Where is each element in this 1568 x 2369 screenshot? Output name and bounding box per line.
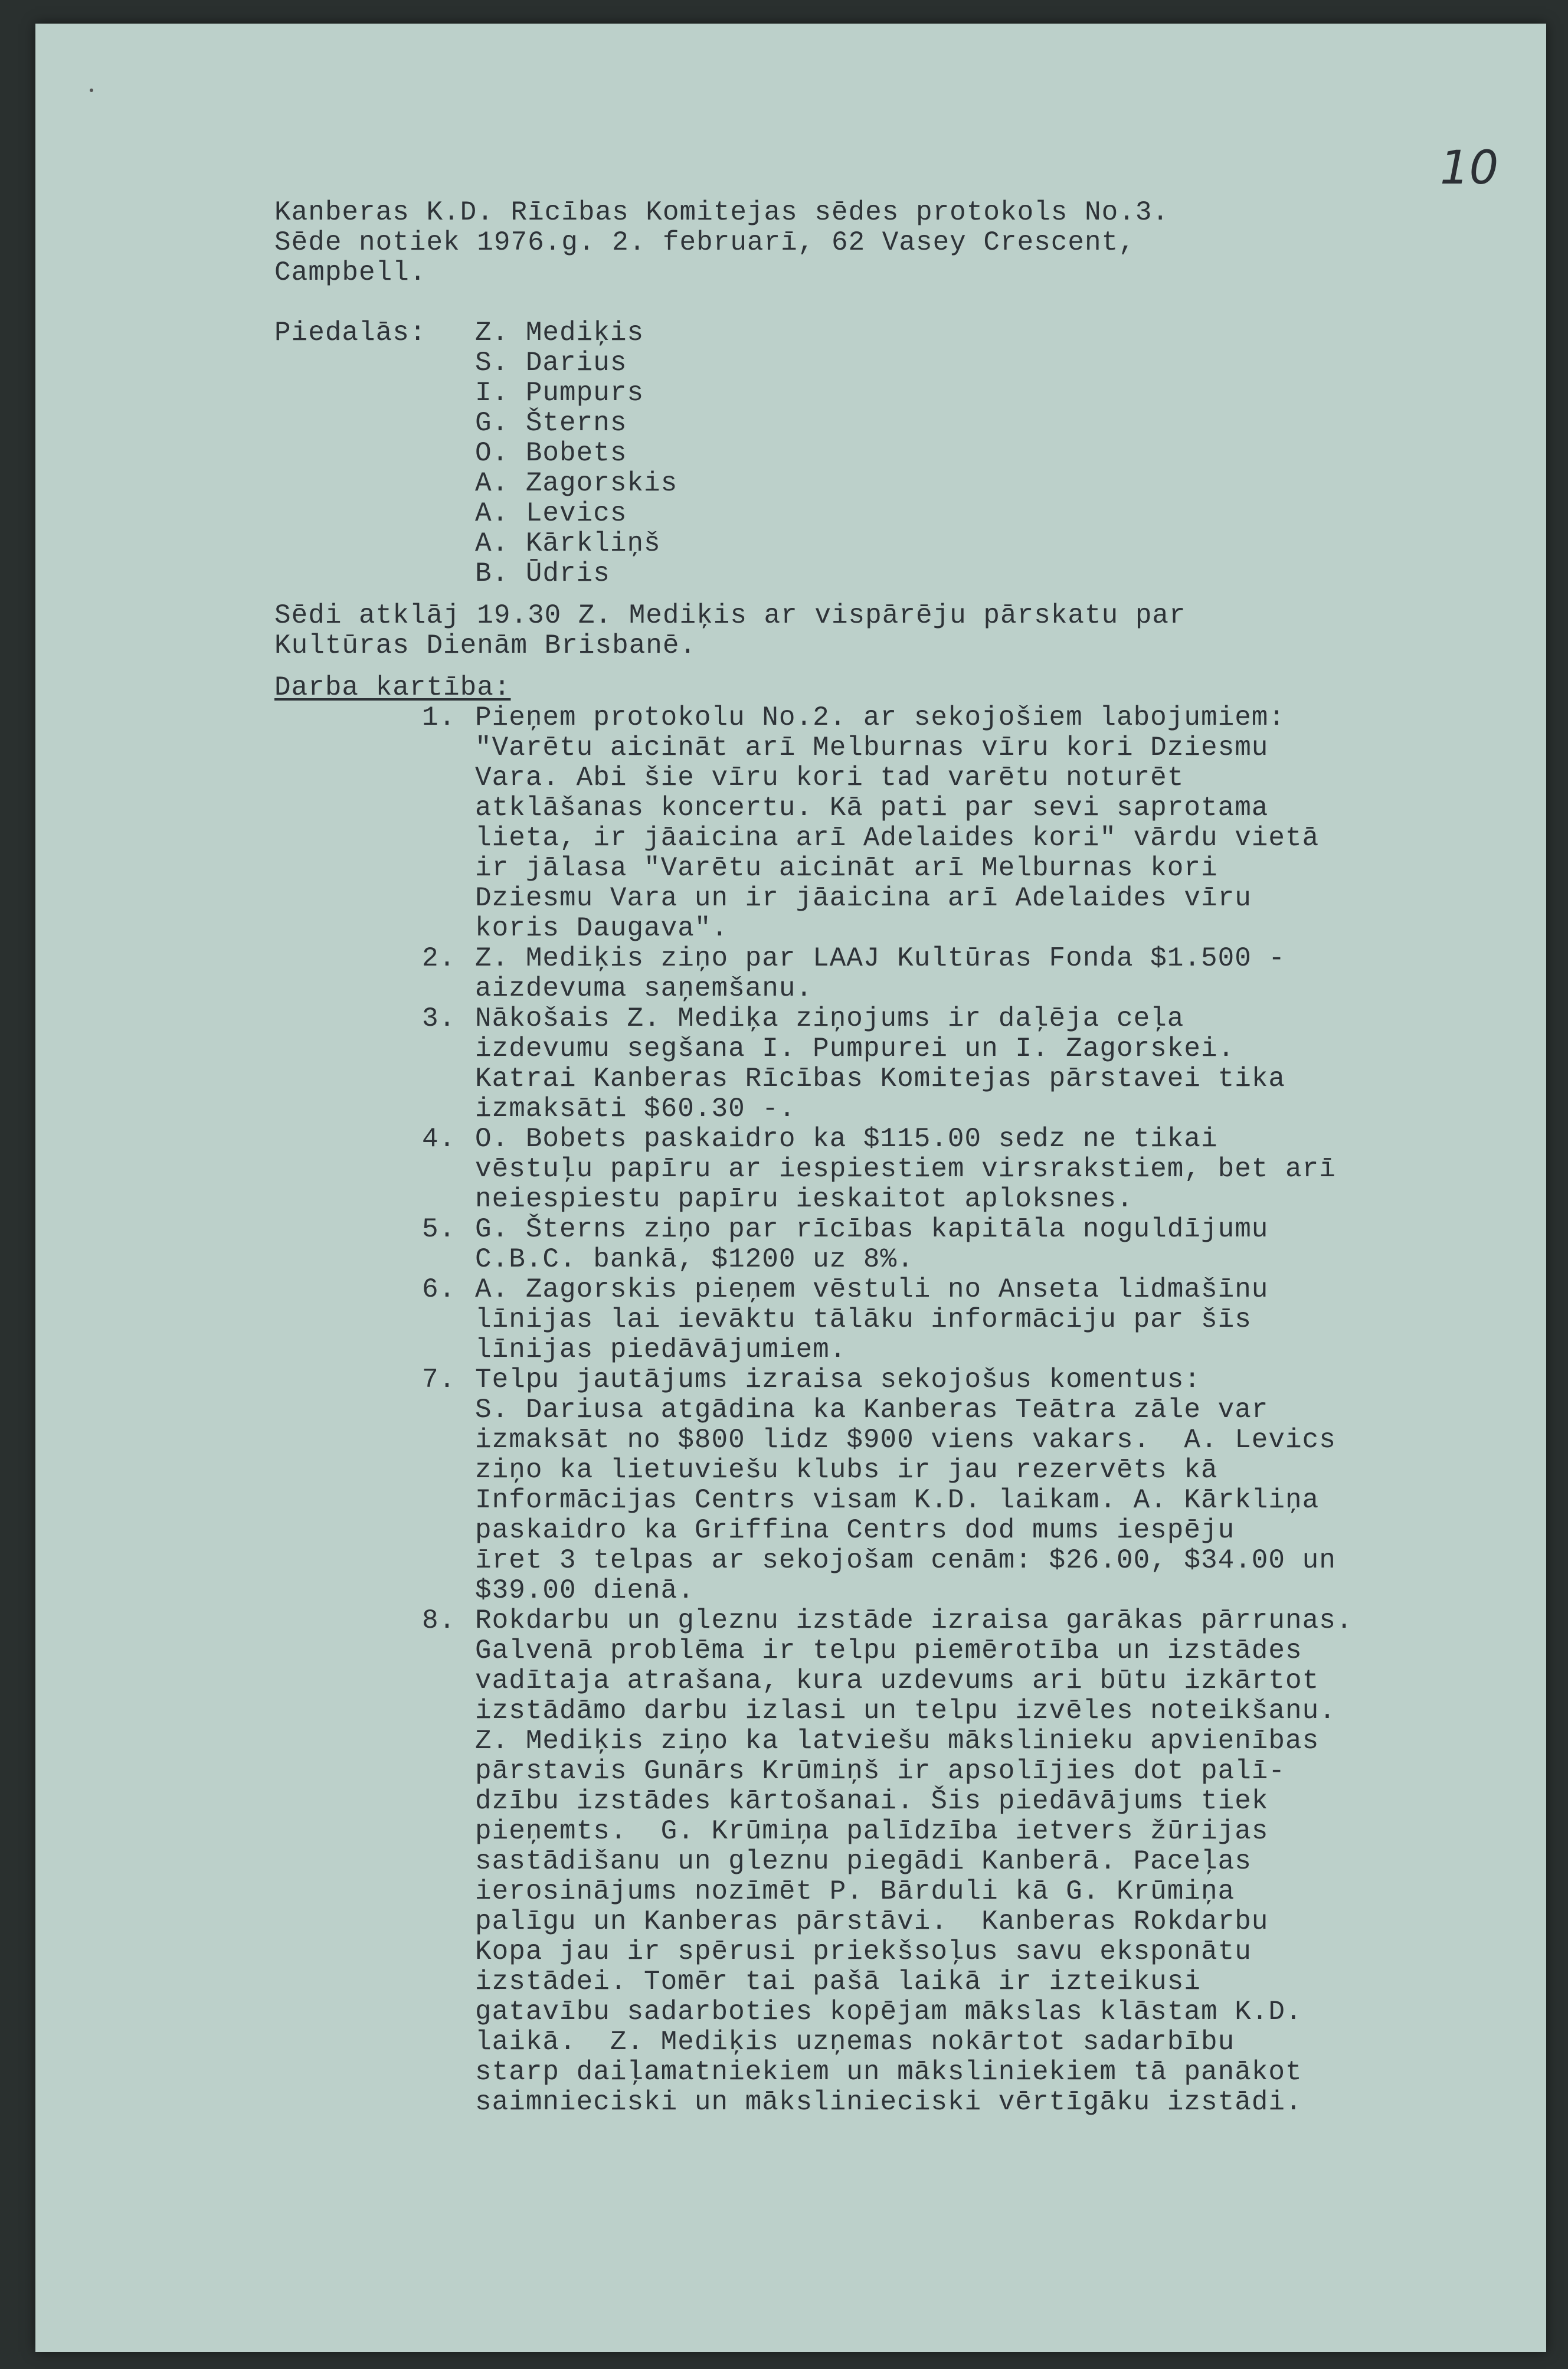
attendance-label: Piedalās: — [274, 318, 427, 348]
item-line: Z. Mediķis ziņo par LAAJ Kultūras Fonda $1.500 - — [475, 943, 1286, 974]
agenda-item — [422, 1215, 1455, 1275]
item-line: Nākošais Z. Mediķa ziņojums ir daļēja ceļa — [475, 1003, 1184, 1034]
agenda-item — [422, 703, 1455, 944]
item-line: G. Šterns ziņo par rīcības kapitāla noguldījumu — [475, 1214, 1269, 1245]
attendee: A. Levics — [475, 498, 627, 529]
opening-line: Sēdi atklāj 19.30 Z. Mediķis ar vispārēju pārskatu par — [274, 600, 1186, 631]
item-line: vēstuļu papīru ar iespiestiem virsrakstiem, bet arī — [475, 1154, 1336, 1184]
attendee: S. Darius — [475, 348, 627, 378]
item-line: izmaksāti $60.30 -. — [475, 1094, 796, 1124]
item-line: ir jālasa "Varētu aicināt arī Melburnas kori — [475, 853, 1218, 884]
item-line: neiespiestu papīru ieskaitot aploksnes. — [475, 1184, 1134, 1215]
agenda-item — [422, 1365, 1455, 1606]
opening-paragraph — [274, 601, 1455, 661]
item-line: pieņemts. G. Krūmiņa palīdzība ietvers žūrijas — [475, 1816, 1269, 1847]
item-number: 4. — [422, 1124, 456, 1154]
attendee: G. Šterns — [475, 408, 627, 439]
item-line: O. Bobets paskaidro ka $115.00 sedz ne tikai — [475, 1124, 1218, 1154]
item-line: saimnieciski un mākslinieciski vērtīgāku izstādi. — [475, 2087, 1302, 2118]
header-line: Sēde notiek 1976.g. 2. februarī, 62 Vasey Crescent, — [274, 227, 1135, 258]
item-number: 7. — [422, 1365, 456, 1395]
attendance — [274, 318, 1455, 589]
agenda-item — [422, 1124, 1455, 1215]
header-line: Kanberas K.D. Rīcības Komitejas sēdes protokols No.3. — [274, 197, 1170, 228]
agenda-list — [422, 703, 1455, 2118]
item-line: izmaksāt no $800 lidz $900 viens vakars. A. Levics — [475, 1425, 1336, 1455]
item-line: A. Zagorskis pieņem vēstuli no Anseta lidmašīnu — [475, 1274, 1269, 1305]
item-line: atklāšanas koncertu. Kā pati par sevi saprotama — [475, 793, 1269, 823]
item-line: Kopa jau ir spērusi priekšsoļus savu eksponātu — [475, 1936, 1252, 1967]
item-line: C.B.C. bankā, $1200 uz 8%. — [475, 1244, 914, 1275]
item-line: Katrai Kanberas Rīcības Komitejas pārstavei tika — [475, 1064, 1286, 1094]
attendee: A. Zagorskis — [475, 468, 678, 499]
attendance-list — [475, 318, 677, 589]
agenda-heading: Darba kartība: — [274, 672, 511, 703]
item-line: paskaidro ka Griffina Centrs dod mums iespēju — [475, 1515, 1235, 1546]
item-line: Telpu jautājums izraisa sekojošus komentus: — [475, 1365, 1201, 1395]
item-line: ziņo ka lietuviešu klubs ir jau rezervēts kā — [475, 1455, 1218, 1485]
item-line: aizdevuma saņemšanu. — [475, 973, 813, 1004]
item-line: sastādišanu un gleznu piegādi Kanberā. Paceļas — [475, 1846, 1252, 1877]
margin-mark — [90, 89, 93, 92]
item-line: izdevumu segšana I. Pumpurei un I. Zagorskei. — [475, 1033, 1235, 1064]
item-line: pārstavis Gunārs Krūmiņš ir apsolījies dot palī- — [475, 1756, 1286, 1786]
item-line: $39.00 dienā. — [475, 1575, 695, 1606]
item-line: izstādei. Tomēr tai pašā laikā ir izteikusi — [475, 1966, 1201, 1997]
item-number: 5. — [422, 1214, 456, 1245]
item-line: Rokdarbu un gleznu izstāde izraisa garākas pārrunas. — [475, 1605, 1353, 1636]
item-line: Informācijas Centrs visam K.D. laikam. A. Kārkliņa — [475, 1485, 1320, 1516]
item-line: ierosinājums nozīmēt P. Bārduli kā G. Krūmiņa — [475, 1876, 1235, 1907]
item-line: gatavību sadarboties kopējam mākslas klāstam K.D. — [475, 1997, 1302, 2027]
opening-line: Kultūras Dienām Brisbanē. — [274, 630, 697, 661]
item-line: dzību izstādes kārtošanai. Šis piedāvājums tiek — [475, 1786, 1269, 1817]
item-line: laikā. Z. Mediķis uzņemas nokārtot sadarbību — [475, 2027, 1235, 2057]
attendee: A. Kārkliņš — [475, 528, 661, 559]
attendee: O. Bobets — [475, 438, 627, 469]
agenda-item — [422, 944, 1455, 1004]
item-line: līnijas lai ievāktu tālāku informāciju par šīs — [475, 1304, 1252, 1335]
attendee: I. Pumpurs — [475, 378, 644, 408]
item-line: koris Daugava". — [475, 913, 729, 944]
item-number: 6. — [422, 1274, 456, 1305]
item-line: Vara. Abi šie vīru kori tad varētu noturēt — [475, 763, 1184, 793]
item-line: palīgu un Kanberas pārstāvi. Kanberas Rokdarbu — [475, 1906, 1269, 1937]
document-body — [274, 198, 1455, 2118]
page-number: 10 — [1440, 142, 1499, 195]
item-line: "Varētu aicināt arī Melburnas vīru kori Dziesmu — [475, 732, 1269, 763]
agenda-item — [422, 1606, 1455, 2118]
agenda-item — [422, 1275, 1455, 1365]
item-line: Galvenā problēma ir telpu piemērotība un izstādes — [475, 1635, 1302, 1666]
item-line: īret 3 telpas ar sekojošam cenām: $26.00, $34.00 un — [475, 1545, 1336, 1576]
agenda-item — [422, 1004, 1455, 1124]
attendee: B. Ūdris — [475, 558, 610, 589]
item-line: Z. Mediķis ziņo ka latviešu mākslinieku apvienības — [475, 1726, 1320, 1756]
item-line: Pieņem protokolu No.2. ar sekojošiem labojumiem: — [475, 702, 1286, 733]
item-number: 8. — [422, 1605, 456, 1636]
item-line: vadītaja atrašana, kura uzdevums ari būtu izkārtot — [475, 1666, 1320, 1696]
item-line: starp daiļamatniekiem un māksliniekiem tā panākot — [475, 2057, 1302, 2087]
item-line: lieta, ir jāaicina arī Adelaides kori" vārdu vietā — [475, 823, 1320, 853]
item-line: līnijas piedāvājumiem. — [475, 1334, 847, 1365]
header — [274, 198, 1455, 288]
item-number: 3. — [422, 1003, 456, 1034]
item-line: Dziesmu Vara un ir jāaicina arī Adelaides vīru — [475, 883, 1252, 914]
header-line: Campbell. — [274, 257, 427, 288]
item-line: S. Dariusa atgādina ka Kanberas Teātra zāle var — [475, 1395, 1269, 1425]
item-number: 2. — [422, 943, 456, 974]
item-line: izstādāmo darbu izlasi un telpu izvēles noteikšanu. — [475, 1696, 1336, 1726]
attendee: Z. Mediķis — [475, 318, 644, 348]
item-number: 1. — [422, 702, 456, 733]
